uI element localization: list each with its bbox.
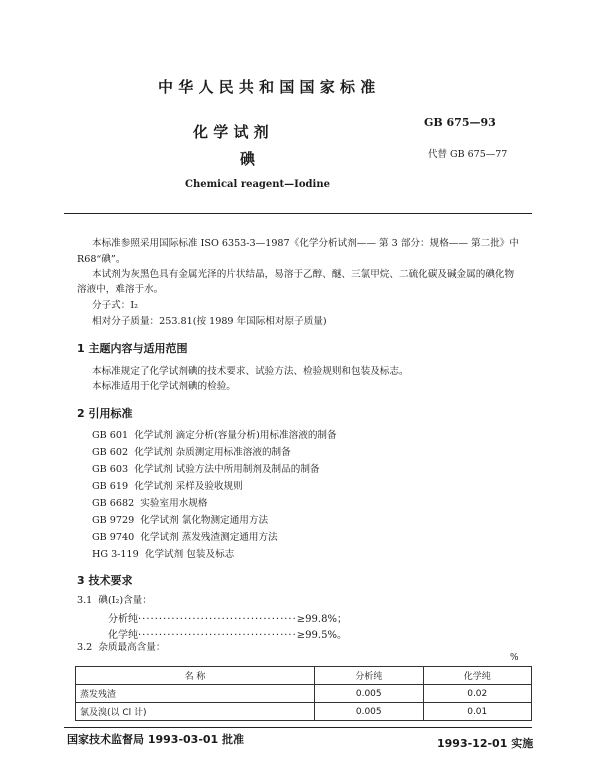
section-3-2	[77, 641, 166, 655]
grade-value: ≥99.8%；	[296, 614, 347, 625]
reference-title: 化学试剂 试验方法中所用制剂及制品的制备	[134, 464, 320, 475]
intro-p2-line1: 本试剂为灰黑色具有金属光泽的片状结晶，易溶于乙醇、醚、三氯甲烷、二硫化碳及碱金属的碘化物	[92, 269, 515, 280]
impurity-name: 蒸发残渣	[76, 685, 315, 703]
section-3-1-label: 碘(I₂)含量：	[98, 595, 152, 606]
reference-item	[92, 446, 291, 460]
impurity-ar-value: 0.005	[315, 685, 424, 703]
document-title-cn: 化 学 试 剂	[193, 123, 269, 141]
reference-code: GB 6682	[92, 498, 135, 509]
document-title-en: Chemical reagent—Iodine	[185, 179, 330, 190]
replaces-code: 代替 GB 675—77	[428, 149, 508, 160]
reference-title: 实验室用水规格	[140, 498, 208, 509]
impurity-name: 氯及溴(以 Cl 计)	[76, 703, 315, 721]
section-3-1	[77, 594, 152, 608]
reference-item	[92, 548, 234, 562]
effective-date: 1993-12-01 实施	[437, 737, 534, 750]
section-3-2-label: 杂质最高含量：	[98, 642, 166, 653]
reference-item	[92, 429, 337, 443]
section-1-heading: 1 主题内容与适用范围	[77, 342, 188, 355]
reference-title: 化学试剂 采样及验收规则	[134, 481, 243, 492]
reference-item	[92, 531, 278, 545]
column-header-name: 名 称	[76, 667, 315, 685]
section-3-1-number: 3.1	[77, 595, 93, 606]
reference-code: GB 619	[92, 481, 129, 492]
reference-code: GB 602	[92, 447, 129, 458]
molecular-formula: 分子式：I₂	[92, 300, 139, 311]
reference-code: GB 601	[92, 430, 129, 441]
reference-item	[92, 514, 268, 528]
table-row	[76, 703, 532, 721]
intro-p2-line2: 溶液中，难溶于水。	[77, 284, 164, 295]
reference-code: HG 3-119	[92, 549, 139, 560]
section-1-line1: 本标准规定了化学试剂碘的技术要求、试验方法、检验规则和包装及标志。	[92, 366, 409, 377]
footer-divider	[64, 727, 532, 728]
unit-label: %	[510, 653, 519, 663]
section-2-heading: 2 引用标准	[77, 407, 133, 420]
section-3-2-number: 3.2	[77, 642, 93, 653]
document-subtitle-cn: 碘	[240, 150, 256, 168]
grade-name: 分析纯	[108, 614, 138, 625]
reference-code: GB 9729	[92, 515, 135, 526]
national-standard-title: 中 华 人 民 共 和 国 国 家 标 准	[158, 78, 376, 96]
reference-title: 化学试剂 滴定分析(容量分析)用标准溶液的制备	[134, 430, 337, 441]
impurity-cp-value: 0.01	[423, 703, 532, 721]
grade-row	[108, 610, 347, 625]
reference-item	[92, 497, 207, 511]
grade-row	[108, 626, 347, 641]
column-header-cp: 化学纯	[423, 667, 532, 685]
reference-code: GB 9740	[92, 532, 135, 543]
molecular-mass: 相对分子质量：253.81(按 1989 年国际相对原子质量)	[92, 316, 327, 327]
reference-title: 化学试剂 包装及标志	[144, 549, 235, 560]
reference-item	[92, 463, 320, 477]
impurity-cp-value: 0.02	[423, 685, 532, 703]
approval-note: 国家技术监督局 1993-03-01 批准	[67, 733, 245, 746]
intro-p1-line1: 本标准参照采用国际标准 ISO 6353-3—1987《化学分析试剂—— 第 3 部分：规格—— 第二批》中	[92, 238, 519, 249]
impurity-ar-value: 0.005	[315, 703, 424, 721]
reference-title: 化学试剂 氯化物测定通用方法	[140, 515, 269, 526]
leader-dots: ······································	[138, 614, 297, 625]
standard-code: GB 675—93	[424, 116, 496, 129]
grade-name: 化学纯	[108, 630, 138, 641]
header-divider	[64, 213, 532, 214]
reference-title: 化学试剂 蒸发残渣测定通用方法	[140, 532, 278, 543]
impurity-table	[75, 666, 532, 721]
table-row	[76, 685, 532, 703]
section-1-line2: 本标准适用于化学试剂碘的检验。	[92, 381, 236, 392]
grade-value: ≥99.5%。	[296, 630, 347, 641]
section-3-heading: 3 技术要求	[77, 574, 133, 587]
column-header-ar: 分析纯	[315, 667, 424, 685]
table-header-row	[76, 667, 532, 685]
reference-title: 化学试剂 杂质测定用标准溶液的制备	[134, 447, 291, 458]
leader-dots: ······································	[138, 630, 297, 641]
reference-code: GB 603	[92, 464, 129, 475]
intro-p1-line2: R68“碘”。	[77, 254, 126, 265]
reference-item	[92, 480, 243, 494]
